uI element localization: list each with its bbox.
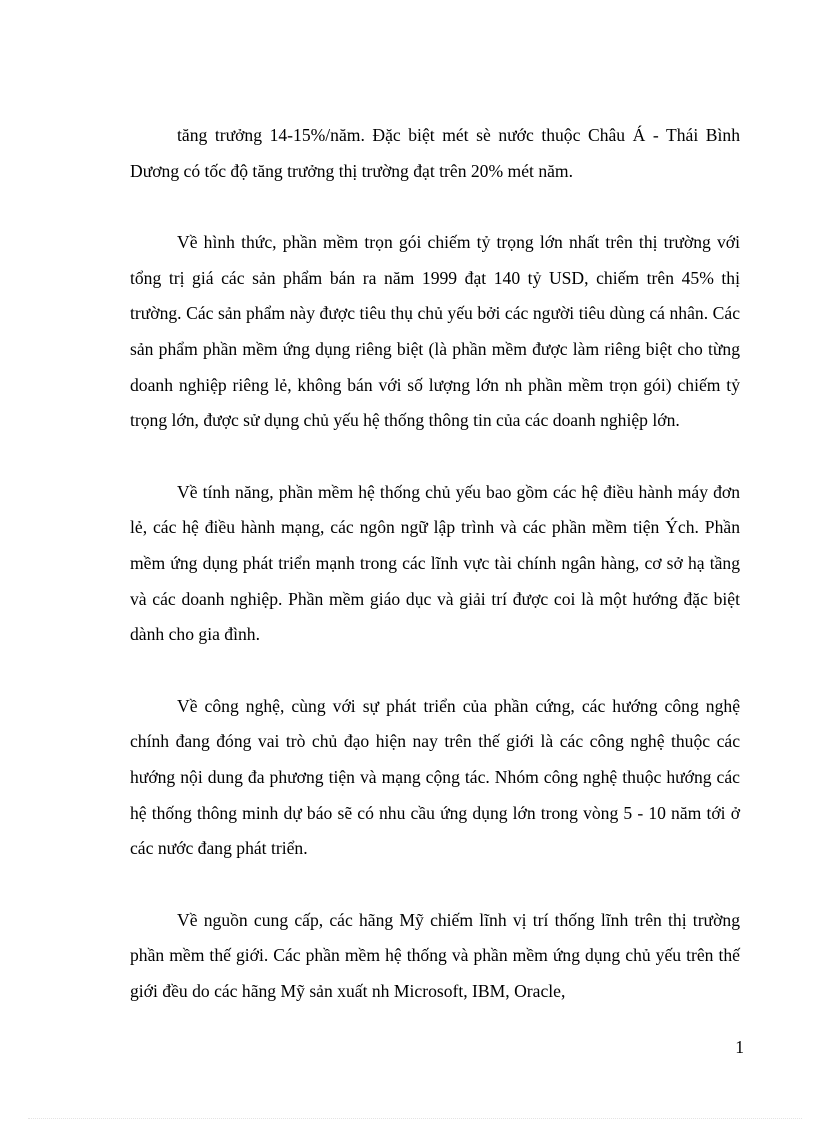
paragraph-technology: Về công nghệ, cùng với sự phát triển của phần cứng, các hướng công nghệ chính đang đóng vai trò chủ đạo hiện nay trên thế giới là các công nghệ thuộc các hướng nội dung đa phương tiện và mạng cộng tác. Nhóm công nghệ thuộc hướng các hệ thống thông minh dự báo sẽ có nhu cầu ứng dụng lớn trong vòng 5 - 10 năm tới ở các nước đang phát triển. xyxy=(130,695,740,859)
paragraph-form: Về hình thức, phần mềm trọn gói chiếm tỷ trọng lớn nhất trên thị trường với tổng trị giá các sản phẩm bán ra năm 1999 đạt 140 tỷ USD, chiếm trên 45% thị trường. Các sản phẩm này được tiêu thụ chủ yếu bởi các người tiêu dùng cá nhân. Các sản phẩm phần mềm ứng dụng riêng biệt (là phần mềm được làm riêng biệt cho từng doanh nghiệp riêng lẻ, không bán với số lượng lớn nh phần mềm trọn gói) chiếm tỷ trọng lớn, được sử dụng chủ yếu hệ thống thông tin của các doanh nghiệp lớn. xyxy=(130,232,740,431)
body-text xyxy=(130,118,740,1009)
page-bottom-divider xyxy=(28,1118,802,1119)
paragraph-features: Về tính năng, phần mềm hệ thống chủ yếu bao gồm các hệ điều hành máy đơn lẻ, các hệ điều hành mạng, các ngôn ngữ lập trình và các phần mềm tiện Ých. Phần mềm ứng dụng phát triển mạnh trong các lĩnh vực tài chính ngân hàng, cơ sở hạ tầng và các doanh nghiệp. Phần mềm giáo dục và giải trí được coi là một hướng đặc biệt dành cho gia đình. xyxy=(130,481,740,645)
paragraph-growth-rate: tăng trưởng 14-15%/năm. Đặc biệt mét sè nước thuộc Châu Á - Thái Bình Dương có tốc độ tăng trưởng thị trường đạt trên 20% mét năm. xyxy=(130,125,740,181)
paragraph-supply-source: Về nguồn cung cấp, các hãng Mỹ chiếm lĩnh vị trí thống lĩnh trên thị trường phần mềm thế giới. Các phần mềm hệ thống và phần mềm ứng dụng chủ yếu trên thế giới đều do các hãng Mỹ sản xuất nh Microsoft, IBM, Oracle, xyxy=(130,909,740,1001)
page-number: 1 xyxy=(735,1037,744,1057)
